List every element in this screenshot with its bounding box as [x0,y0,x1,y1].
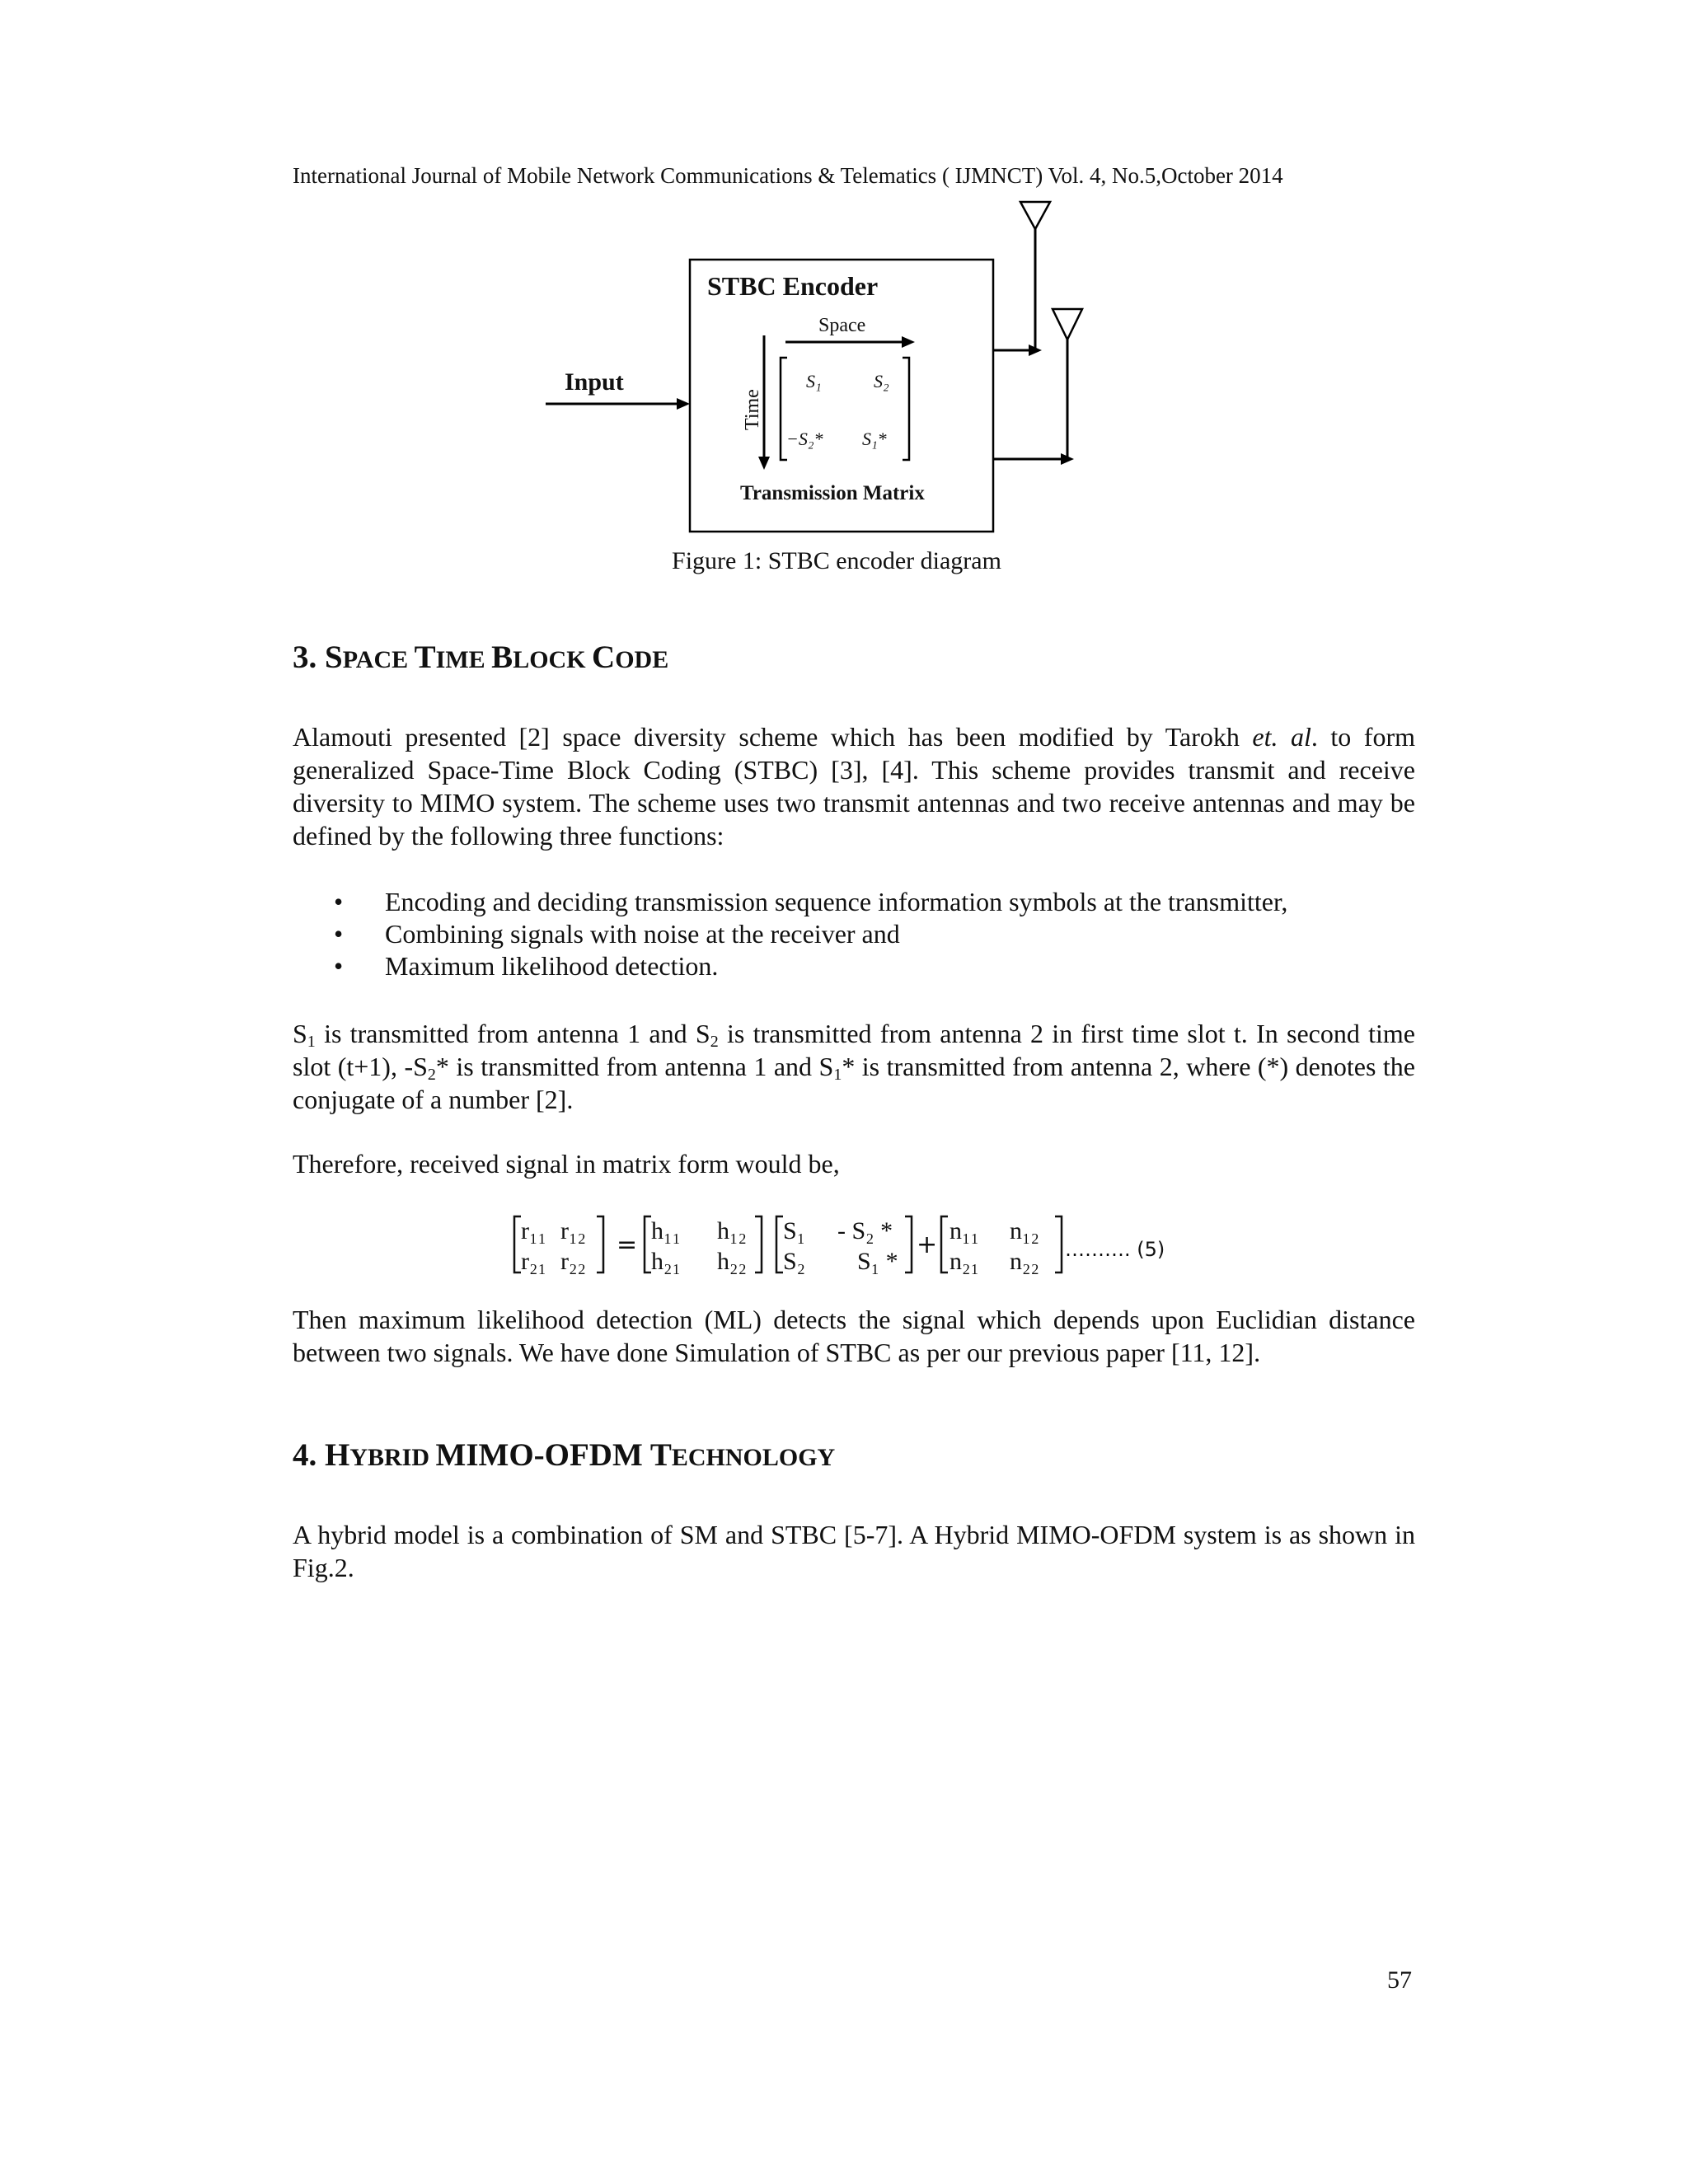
eq-h22: h₂₂ [717,1248,747,1275]
time-label: Time [742,389,763,430]
section3-paragraph-1: Alamouti presented [2] space diversity scheme which has been modified by Tarokh et. al. to form generalized Space-Time Block Coding (STBC) [3], [4]. This scheme provides transmit and receive diversity to MIMO system. The scheme uses two transmit antennas and two receive antennas and may be defined by the following three functions: [293,722,1415,851]
input-arrowhead [677,398,690,410]
bullet-icon: • [334,919,344,949]
section3-number: 3. [293,640,317,675]
eq-n21: n₂₁ [950,1248,979,1275]
list-item: • Encoding and deciding transmission sequence information symbols at the transmitter, [334,887,1288,916]
running-header: International Journal of Mobile Network Communications & Telematics ( IJMNCT) Vol. 4, No.5,October 2014 [293,163,1283,188]
section3-paragraph-4: Then maximum likelihood detection (ML) detects the signal which depends upon Euclidian distance between two signals. We have done Simulation of STBC as per our previous paper [11, 12]. [293,1305,1415,1367]
eq-h21: h₂₁ [651,1248,681,1275]
page-number: 57 [1387,1966,1412,1994]
section4-number: 4. [293,1437,317,1473]
antenna2-icon [1053,309,1082,340]
eq-n22: n₂₂ [1010,1248,1039,1275]
eq-s22: S₁ * [857,1248,898,1275]
matrix-entry-neg-s2-conj: −S₂* [786,429,823,449]
eq-r21: r₂₁ [521,1248,546,1275]
section3-paragraph-2: $S_1$ is transmitted from antenna 1 and $S_2$ is transmitted from antenna 2 in first time slot t. In second time slot (t+1), $-S_2*$ is transmitted from antenna 1 and $S_1*$ is transmitted from antenna 2, where (*) denotes the conjugate of a number [2]. [293,1019,1416,1114]
eq-s12: - S₂ * [837,1217,893,1244]
eq-h12: h₁₂ [717,1217,747,1244]
eq-number: ………. (5) [1065,1238,1165,1261]
list-item: • Combining signals with noise at the receiver and [334,919,900,949]
matrix-entry-s1: S₁ [806,371,822,391]
bullet-icon: • [334,887,344,916]
section3-heading: 3. SPACE TIME BLOCK CODE [293,640,669,675]
section3-paragraph-3: Therefore, received signal in matrix form would be, [293,1149,840,1179]
antenna1-icon [1020,202,1050,229]
bullet-icon: • [334,951,344,981]
space-label: Space [818,315,866,336]
transmission-matrix-label: Transmission Matrix [740,482,925,504]
eq-n11: n₁₁ [950,1217,979,1244]
eq-r11: r₁₁ [521,1217,546,1244]
eq-h11: h₁₁ [651,1217,681,1244]
encoder-title: STBC Encoder [707,271,879,301]
stbc-encoder-figure [536,198,1113,544]
eq-s11: S₁ [783,1217,806,1244]
eq-s21: S₂ [783,1248,806,1275]
received-signal-equation [511,1210,1203,1292]
eq-r12: r₁₂ [560,1217,586,1244]
section4-heading: 4. HYBRID MIMO-OFDM TECHNOLOGY [293,1437,836,1473]
figure1-caption: Figure 1: STBC encoder diagram [672,547,1001,574]
eq-plus: + [917,1230,938,1259]
matrix-entry-s2: S₂ [874,371,889,391]
matrix-entry-s1-conj: S₁* [862,429,887,449]
function-list [334,886,1287,982]
eq-equals: = [617,1230,638,1259]
eq-n12: n₁₂ [1010,1217,1039,1244]
list-item: • Maximum likelihood detection. [334,951,719,981]
input-label: Input [565,368,624,396]
eq-r22: r₂₂ [560,1248,586,1275]
section4-paragraph-1: A hybrid model is a combination of SM and STBC [5-7]. A Hybrid MIMO-OFDM system is as shown in Fig.2. [293,1520,1415,1582]
